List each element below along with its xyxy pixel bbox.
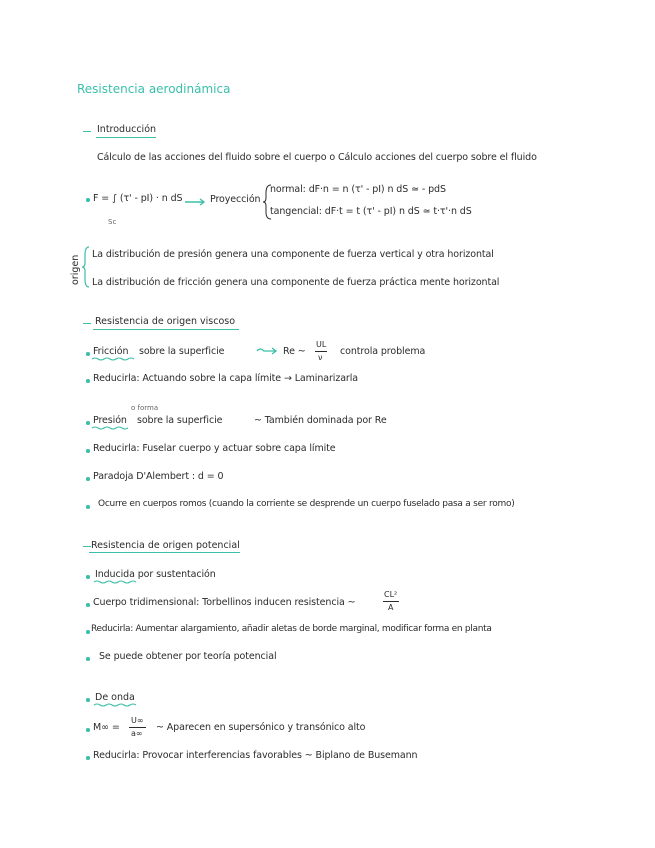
onda-heading: De onda (95, 692, 135, 703)
intro-heading: Introducción (97, 124, 157, 135)
bullet-dot (86, 449, 90, 453)
frac-line (129, 727, 146, 728)
friccion-word: Fricción (93, 346, 129, 357)
reducirla-potencial: Reducirla: Aumentar alargamiento, añadir aletas de borde marginal, modificar forma en planta (91, 624, 492, 634)
mach-eq: M∞ = (93, 722, 120, 733)
proyeccion-label: Proyección (210, 194, 261, 205)
bullet-dot (86, 352, 90, 356)
arrow-icon (257, 347, 279, 355)
re-frac-den: ν (318, 353, 323, 362)
frac-line (383, 601, 399, 602)
bullet-dot (86, 728, 90, 732)
section-dash (83, 546, 91, 547)
reducirla-presion: Reducirla: Fuselar cuerpo y actuar sobre capa límite (93, 443, 336, 454)
cuerpos-romos: Ocurre en cuerpos romos (cuando la corriente se desprende un cuerpo fuselado pasa a ser romo) (98, 499, 515, 509)
inducida: Inducida por sustentación (95, 569, 216, 580)
teoria-potencial: Se puede obtener por teoría potencial (99, 651, 277, 662)
re-frac-num: UL (316, 340, 327, 349)
frac-line (315, 351, 327, 352)
reducirla-friccion: Reducirla: Actuando sobre la capa límite → Laminarizarla (93, 373, 358, 384)
viscoso-heading: Resistencia de origen viscoso (95, 316, 236, 327)
tridimensional: Cuerpo tridimensional: Torbellinos inducen resistencia ~ (93, 597, 356, 608)
intro-underline (96, 137, 156, 138)
re-controla: controla problema (340, 346, 426, 357)
side-label: origen (70, 254, 81, 285)
intro-line: Cálculo de las acciones del fluido sobre el cuerpo o Cálculo acciones del cuerpo sobre el fluido (97, 152, 537, 163)
normal-formula: normal: dF·n = n (τ' - pI) n dS ≃ - pdS (270, 184, 446, 195)
wavy-underline (92, 426, 132, 430)
formula-f: F = ∫ (τ' - pI) · n dS (93, 193, 183, 204)
presion-rest: sobre la superficie (137, 415, 223, 426)
re-approx: Re ~ (283, 346, 306, 357)
friccion-rest: sobre la superficie (139, 346, 225, 357)
cl-num: CL² (384, 590, 398, 599)
section-dash (83, 323, 91, 324)
bullet-dot (86, 477, 90, 481)
tangencial-formula: tangencial: dF·t = t (τ' - pI) n dS ≃ t·τ'·n dS (270, 206, 472, 217)
page-title: Resistencia aerodinámica (77, 82, 231, 96)
bullet-dot (86, 657, 90, 661)
viscoso-underline (93, 329, 239, 330)
bullet-dot (86, 756, 90, 760)
onda-aparecen: ~ Aparecen en supersónico y transónico alto (156, 722, 366, 733)
cl-den: A (388, 603, 394, 612)
presion-re: ~ También dominada por Re (254, 415, 387, 426)
arrow-icon (185, 199, 207, 205)
bullet-dot (86, 505, 90, 509)
dist-friccion: La distribución de fricción genera una componente de fuerza práctica mente horizontal (92, 277, 500, 288)
mach-den: a∞ (131, 729, 143, 738)
wavy-underline (94, 580, 136, 584)
bullet-dot (86, 421, 90, 425)
bullet-dot (86, 198, 90, 202)
section-dash (83, 131, 91, 132)
bullet-dot (86, 630, 90, 634)
potencial-heading: Resistencia de origen potencial (91, 540, 240, 551)
o-forma-note: o forma (131, 404, 159, 412)
dist-presion: La distribución de presión genera una componente de fuerza vertical y otra horizontal (92, 249, 494, 260)
side-brace-icon (82, 246, 90, 288)
wavy-underline (92, 357, 136, 361)
formula-f-sub: Sc (108, 218, 117, 226)
paradoja: Paradoja D'Alembert : d = 0 (93, 471, 224, 482)
bullet-dot (86, 698, 90, 702)
bullet-dot (86, 603, 90, 607)
mach-num: U∞ (131, 716, 144, 725)
bullet-dot (86, 379, 90, 383)
bullet-dot (86, 575, 90, 579)
reducirla-onda: Reducirla: Provocar interferencias favorables ~ Biplano de Busemann (93, 750, 418, 761)
wavy-underline (94, 703, 136, 707)
potencial-underline (89, 552, 240, 553)
presion-word: Presión (93, 415, 127, 426)
